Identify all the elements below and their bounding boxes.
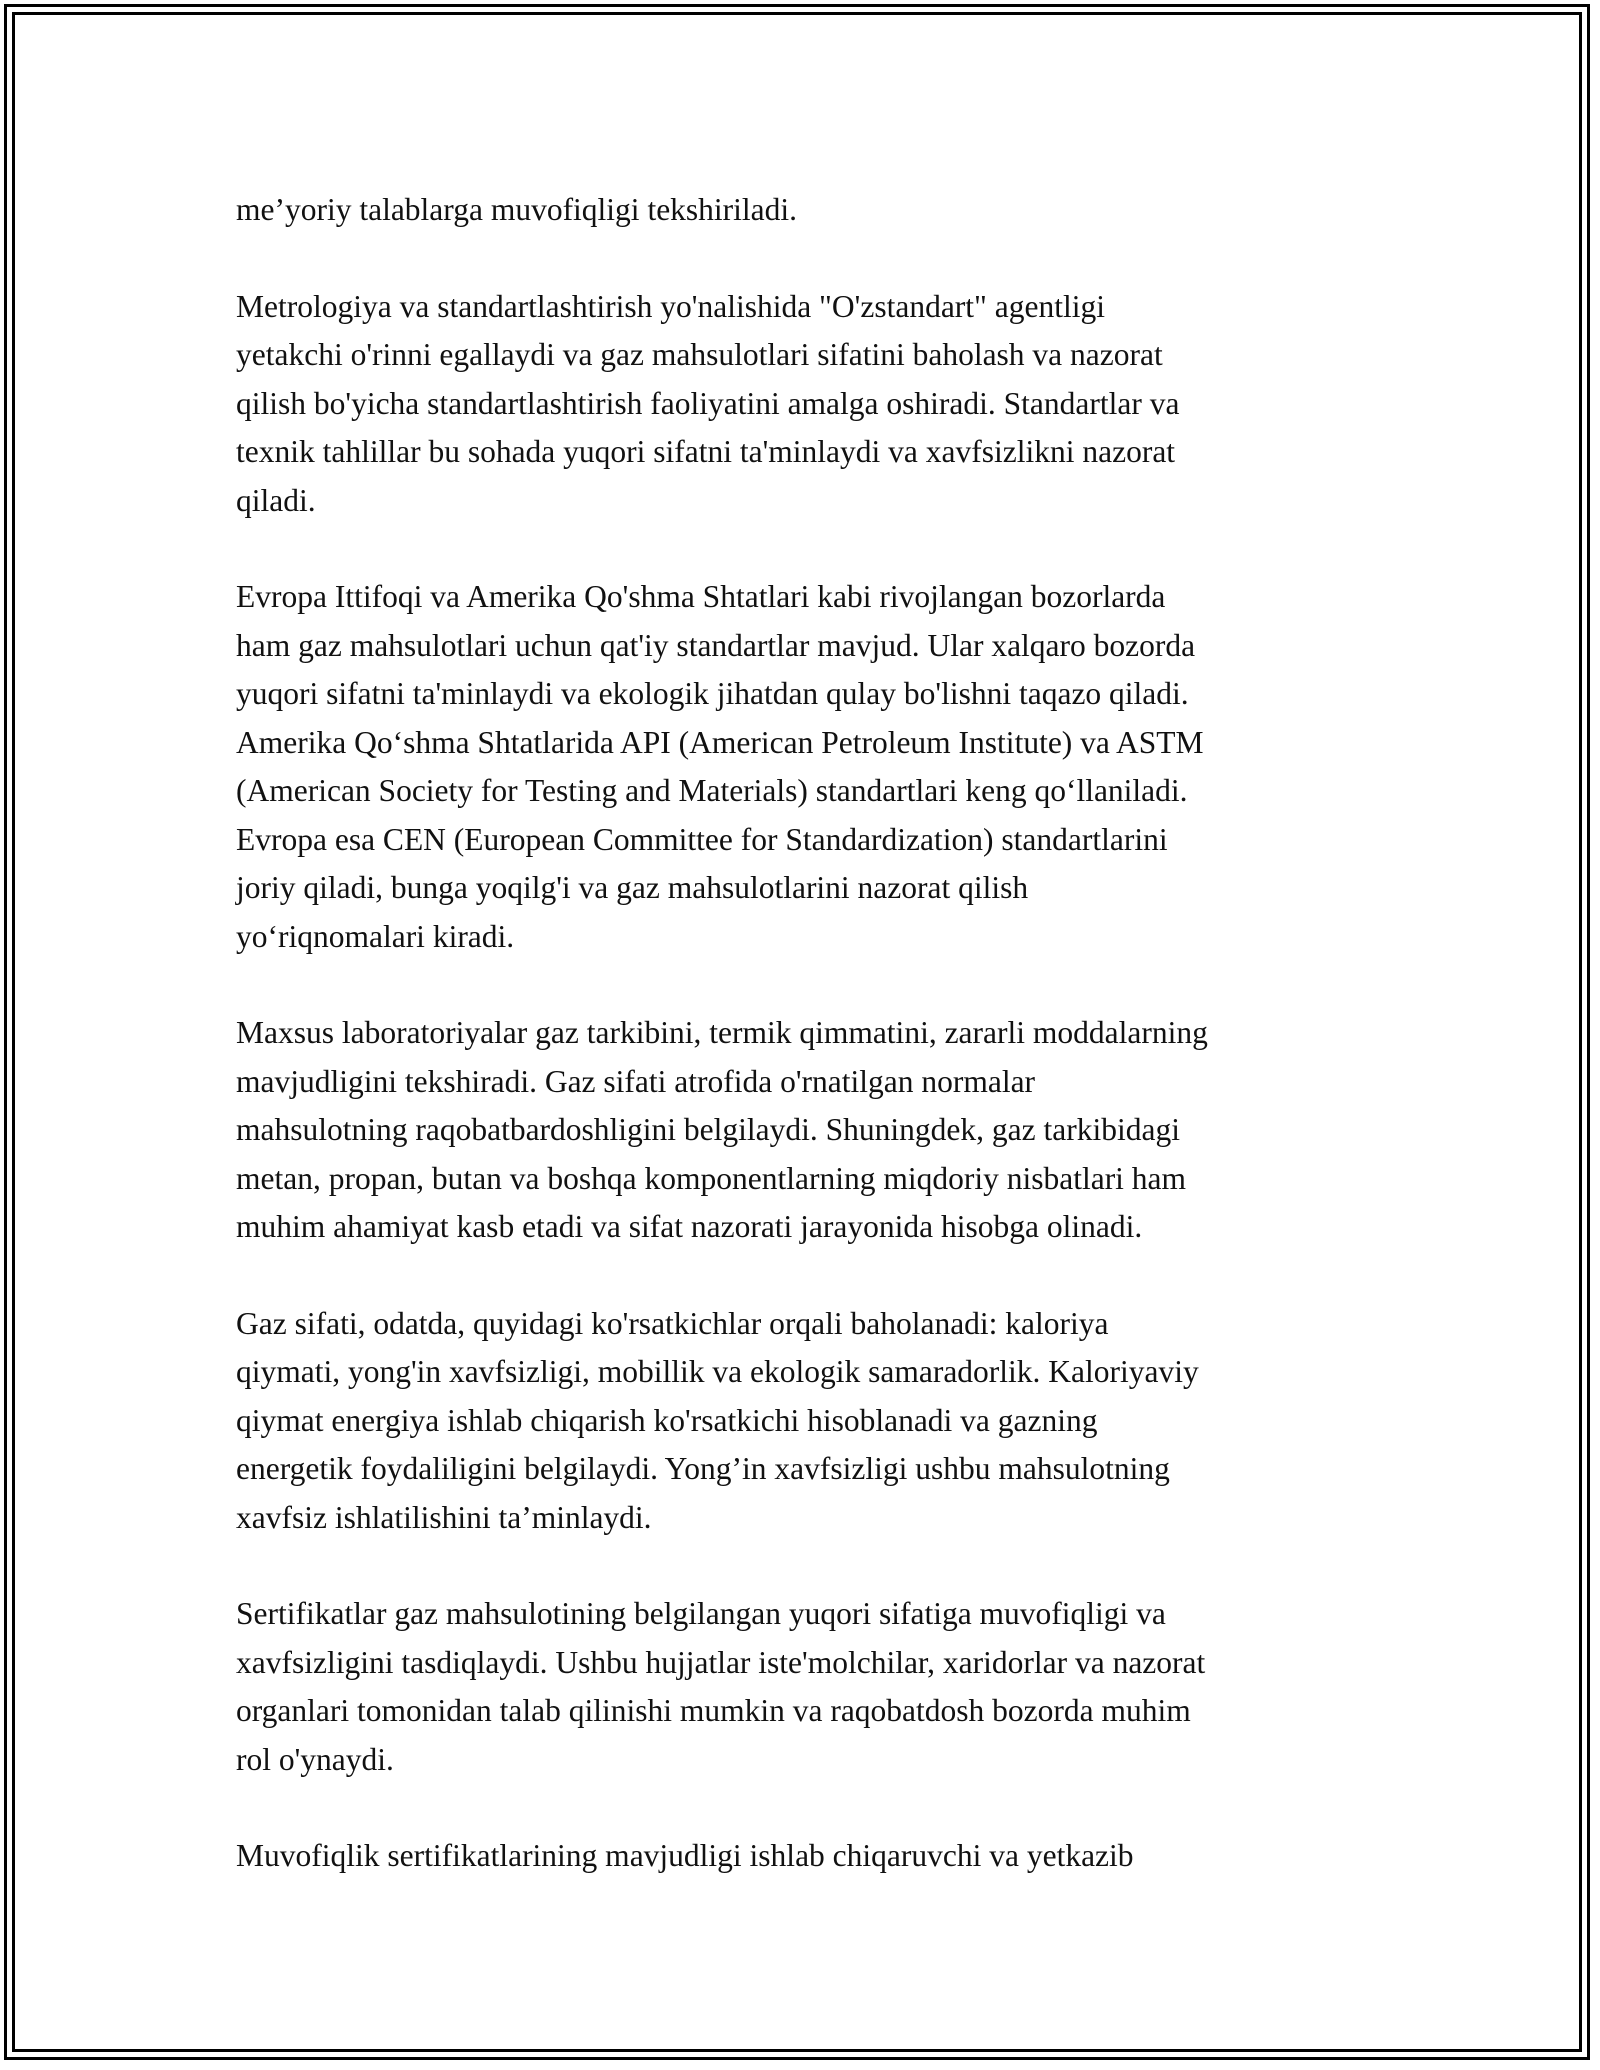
paragraph-4: Maxsus laboratoriyalar gaz tarkibini, termik qimmatini, zararli moddalarning mavjudligini tekshiradi. Gaz sifati atrofida o'rnatilgan normalar mahsulotning raqobatbardoshligini belgilaydi. Shuningdek, gaz tarkibidagi metan, propan, butan va boshqa komponentlarning miqdoriy nisbatlari ham muhim ahamiyat kasb etadi va sifat nazorati jarayonida hisobga olinadi. — [236, 1015, 1208, 1244]
paragraph-1: me’yoriy talablarga muvofiqligi tekshiriladi. — [236, 192, 798, 227]
paragraph-3: Evropa Ittifoqi va Amerika Qo'shma Shtatlari kabi rivojlangan bozorlarda ham gaz mahsulotlari uchun qat'iy standartlar mavjud. Ular xalqaro bozorda yuqori sifatni ta'minlaydi va ekologik jihatdan qulay bo'lishni taqazo qiladi. Amerika Qo‘shma Shtatlarida API (American Petroleum Institute) va ASTM (American Society for Testing and Materials) standartlari keng qo‘llaniladi. Evropa esa CEN (European Committee for Standardization) standartlarini joriy qiladi, bunga yoqilg'i va gaz mahsulotlarini nazorat qilish yo‘riqnomalari kiradi. — [236, 579, 1204, 954]
paragraph-6: Sertifikatlar gaz mahsulotining belgilangan yuqori sifatiga muvofiqligi va xavfsizligini tasdiqlaydi. Ushbu hujjatlar iste'molchilar, xaridorlar va nazorat organlari tomonidan talab qilinishi mumkin va raqobatdosh bozorda muhim rol o'ynaydi. — [236, 1596, 1206, 1777]
document-body — [236, 186, 1386, 1929]
paragraph-2: Metrologiya va standartlashtirish yo'nalishida "O'zstandart" agentligi yetakchi o'rinni egallaydi va gaz mahsulotlari sifatini baholash va nazorat qilish bo'yicha standartlashtirish faoliyatini amalga oshiradi. Standartlar va texnik tahlillar bu sohada yuqori sifatni ta'minlaydi va xavfsizlikni nazorat qiladi. — [236, 288, 1180, 518]
paragraph-5: Gaz sifati, odatda, quyidagi ko'rsatkichlar orqali baholanadi: kaloriya qiymati, yong'in xavfsizligi, mobillik va ekologik samaradorlik. Kaloriyaviy qiymat energiya ishlab chiqarish ko'rsatkichi hisoblanadi va gazning energetik foydaliligini belgilaydi. Yong’in xavfsizligi ushbu mahsulotning xavfsiz ishlatilishini ta’minlaydi. — [236, 1305, 1199, 1535]
paragraph-7: Muvofiqlik sertifikatlarining mavjudligi ishlab chiqaruvchi va yetkazib — [236, 1838, 1134, 1873]
